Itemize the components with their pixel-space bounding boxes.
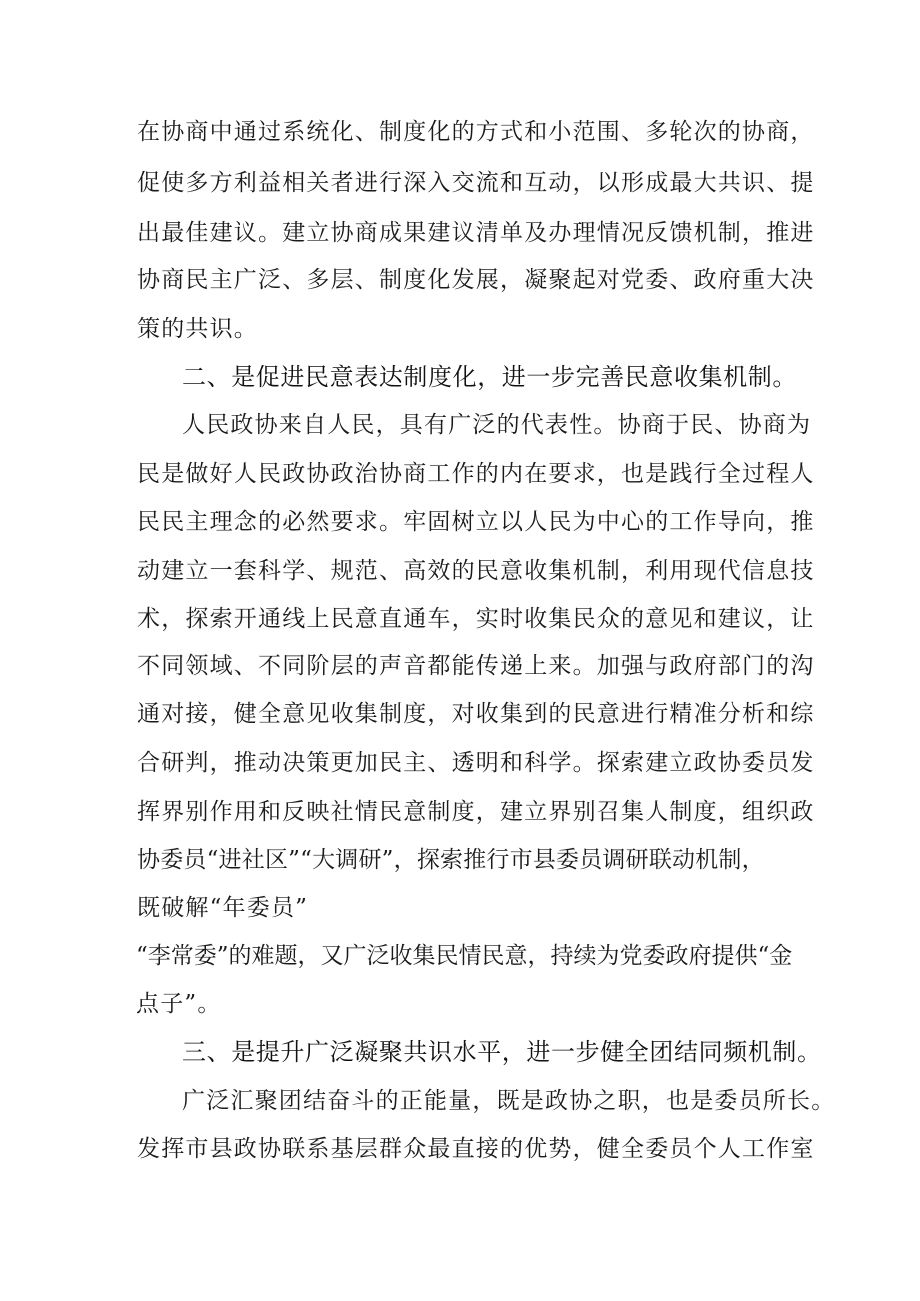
paragraph-2-line-6: 不同领域、不同阶层的声音都能传递上来。加强与政府部门的沟 xyxy=(137,653,815,679)
paragraph-2-line-1: 人民政协来自人民，具有广泛的代表性。协商于民、协商为 xyxy=(182,412,812,438)
paragraph-2-line-9: 挥界别作用和反映社情民意制度，建立界别召集人制度，组织政 xyxy=(137,799,815,825)
paragraph-3-line-2: 点子”。 xyxy=(136,991,222,1017)
paragraph-2-line-10: 协委员“进社区”“大调研”，探索推行市县委员调研联动机制， xyxy=(137,847,765,873)
paragraph-2-line-11: 既破解“年委员” xyxy=(137,895,309,921)
paragraph-3-line-1: “李常委”的难题，又广泛收集民情民意，持续为党委政府提供“金 xyxy=(136,943,793,969)
paragraph-2-line-5: 术，探索开通线上民意直通车，实时收集民众的意见和建议，让 xyxy=(137,606,815,632)
paragraph-2-line-3: 民民主理念的必然要求。牢固树立以人民为中心的工作导向，推 xyxy=(137,509,815,535)
paragraph-2-line-2: 民是做好人民政协政治协商工作的内在要求，也是践行全过程人 xyxy=(137,461,815,487)
paragraph-1-line-3: 出最佳建议。建立协商成果建议清单及办理情况反馈机制，推进 xyxy=(137,220,815,246)
paragraph-2-line-8: 合研判，推动决策更加民主、透明和科学。探索建立政协委员发 xyxy=(137,750,815,776)
section-heading-3: 三、是提升广泛凝聚共识水平，进一步健全团结同频机制。 xyxy=(182,1038,822,1066)
paragraph-2-line-4: 动建立一套科学、规范、高效的民意收集机制，利用现代信息技 xyxy=(137,558,815,584)
section-heading-2: 二、是促进民意表达制度化，进一步完善民意收集机制。 xyxy=(182,363,797,391)
paragraph-1-line-4: 协商民主广泛、多层、制度化发展，凝聚起对党委、政府重大决 xyxy=(137,267,815,293)
paragraph-2-line-7: 通对接，健全意见收集制度，对收集到的民意进行精准分析和综 xyxy=(137,701,815,727)
paragraph-4-line-1: 广泛汇聚团结奋斗的正能量，既是政协之职，也是委员所长。 xyxy=(182,1088,836,1114)
paragraph-1-line-2: 促使多方利益相关者进行深入交流和互动，以形成最大共识、提 xyxy=(137,170,815,196)
paragraph-1-line-5: 策的共识。 xyxy=(137,316,258,342)
paragraph-4-line-2: 发挥市县政协联系基层群众最直接的优势，健全委员个人工作室 xyxy=(137,1136,815,1162)
paragraph-1-line-1: 在协商中通过系统化、制度化的方式和小范围、多轮次的协商， xyxy=(137,119,815,145)
